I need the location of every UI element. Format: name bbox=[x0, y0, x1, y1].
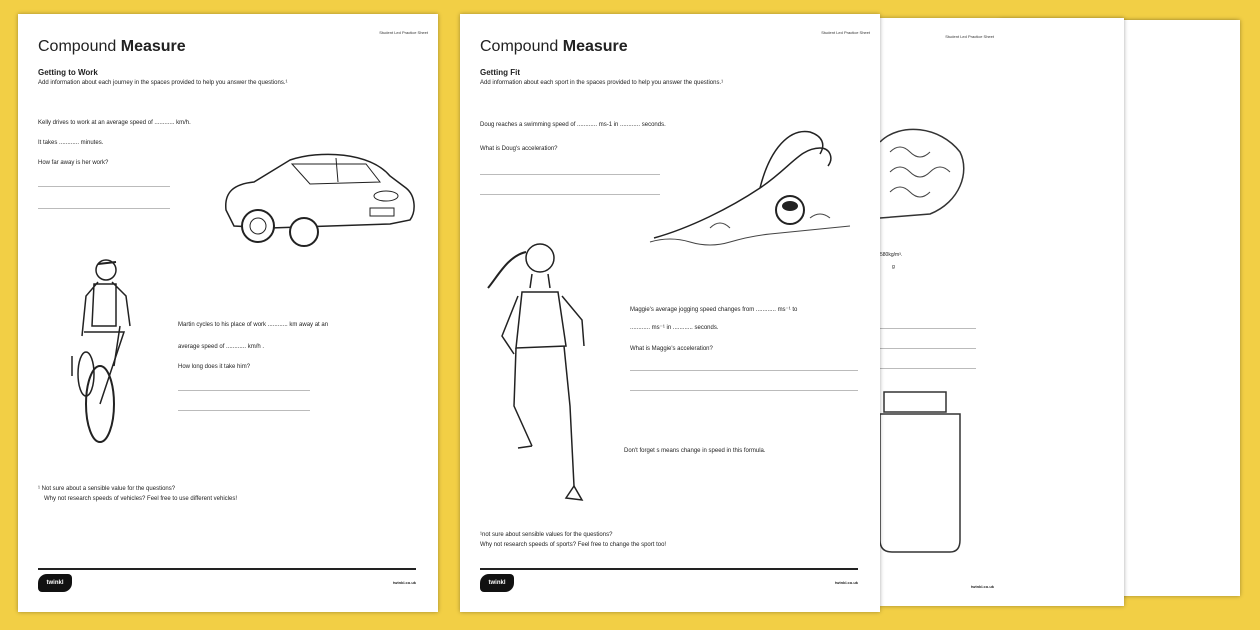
question-text: It takes ............ minutes. bbox=[38, 140, 104, 146]
header-label: Student Led Practice Sheet bbox=[821, 30, 870, 35]
answer-line[interactable] bbox=[480, 194, 660, 195]
twinkl-logo: twinkl bbox=[38, 574, 72, 592]
title-regular: Compound bbox=[38, 38, 117, 55]
question-text: What is Maggie's acceleration? bbox=[630, 346, 713, 352]
footer-divider bbox=[480, 568, 858, 570]
footer-site: twinkl.co.uk bbox=[393, 580, 416, 585]
twinkl-logo: twinkl bbox=[480, 574, 514, 592]
text-fragment: 580kg/m³. bbox=[880, 252, 903, 258]
answer-line[interactable] bbox=[38, 208, 170, 209]
question-text: How long does it take him? bbox=[178, 364, 251, 370]
instruction-text: Add information about each journey in the spaces provided to help you answer the questions.¹ bbox=[38, 80, 288, 86]
question-text: ............ ms⁻¹ in ............ seconds. bbox=[630, 325, 719, 331]
runner-illustration bbox=[478, 236, 608, 516]
answer-line[interactable] bbox=[480, 174, 660, 175]
worksheet-page-3 bbox=[880, 18, 1124, 606]
answer-line[interactable] bbox=[630, 370, 858, 371]
question-text: average speed of ............ km/h . bbox=[178, 344, 265, 350]
page-title bbox=[480, 38, 628, 56]
title-regular: Compound bbox=[480, 38, 559, 55]
header-label: Student Led Practice Sheet bbox=[945, 34, 994, 39]
worksheet-page-1 bbox=[18, 14, 438, 612]
footnote: ¹not sure about sensible values for the questions? bbox=[480, 532, 613, 538]
cyclist-illustration bbox=[64, 256, 154, 446]
footer-site: twinkl.co.uk bbox=[971, 584, 994, 589]
question-text: What is Doug's acceleration? bbox=[480, 146, 558, 152]
question-text: Doug reaches a swimming speed of ............ ms-1 in ............ seconds. bbox=[480, 122, 666, 128]
footer-divider bbox=[38, 568, 416, 570]
instruction-text: Add information about each sport in the spaces provided to help you answer the questions.¹ bbox=[480, 80, 724, 86]
worksheet-page-2 bbox=[460, 14, 880, 612]
answer-line[interactable] bbox=[178, 410, 310, 411]
answer-line[interactable] bbox=[178, 390, 310, 391]
header-label: Student Led Practice Sheet bbox=[379, 30, 428, 35]
footer-site: twinkl.co.uk bbox=[835, 580, 858, 585]
footnote: ¹ Not sure about a sensible value for the questions? bbox=[38, 486, 176, 492]
question-text: Martin cycles to his place of work ............ km away at an bbox=[178, 322, 329, 328]
question-text: Maggie's average jogging speed changes from ............ ms⁻¹ to bbox=[630, 307, 798, 313]
swimmer-illustration bbox=[650, 118, 860, 248]
jar-illustration bbox=[880, 390, 970, 560]
page-title bbox=[38, 38, 186, 56]
title-bold: Measure bbox=[562, 38, 628, 55]
section-heading: Getting to Work bbox=[38, 68, 98, 77]
footnote: Why not research speeds of sports? Feel free to change the sport too! bbox=[480, 542, 667, 548]
answer-line[interactable] bbox=[630, 390, 858, 391]
car-illustration bbox=[220, 148, 420, 248]
question-text: Kelly drives to work at an average speed of ............ km/h. bbox=[38, 120, 191, 126]
section-heading: Getting Fit bbox=[480, 68, 520, 77]
question-text: How far away is her work? bbox=[38, 160, 109, 166]
tip-text: Don't forget s means change in speed in this formula. bbox=[624, 448, 766, 454]
answer-line[interactable] bbox=[38, 186, 170, 187]
cauliflower-illustration bbox=[880, 122, 980, 222]
footnote: Why not research speeds of vehicles? Feel free to use different vehicles! bbox=[44, 496, 237, 502]
title-bold: Measure bbox=[120, 38, 186, 55]
text-fragment: g bbox=[892, 264, 895, 270]
